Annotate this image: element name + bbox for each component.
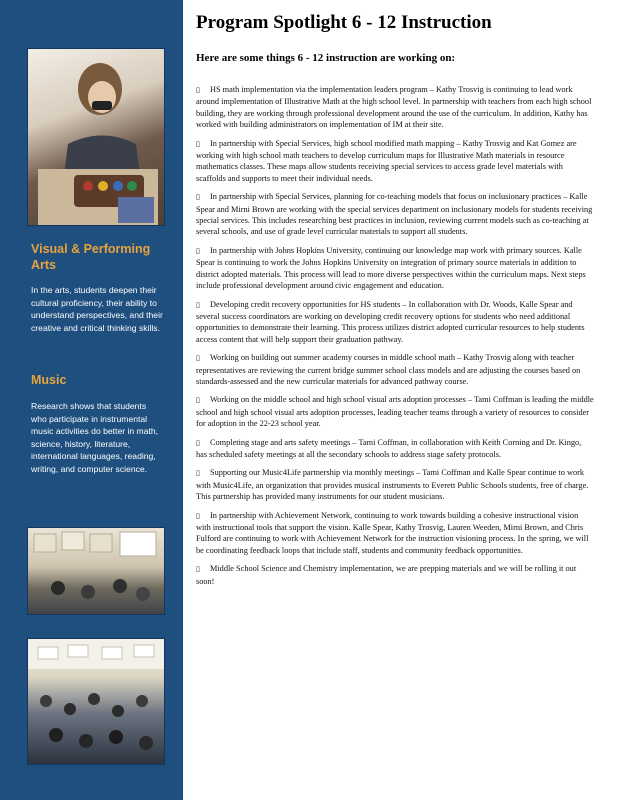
student-painting-photo: [27, 48, 165, 226]
bullet-icon: ▯: [196, 469, 200, 478]
bullet-icon: ▯: [196, 565, 200, 574]
bullet-icon: ▯: [196, 396, 200, 405]
list-item: ▯ In partnership with Special Services, high school modified math mapping – Kathy Trosvig and Kat Gomez are working with high school math teachers to develop curriculum maps for Illustrative Math materials in resource mathematics classes. These maps allow students receiving special services to access grade level materials with scaffolds and supports to meet their individual needs.: [196, 138, 577, 183]
bullet-icon: ▯: [196, 300, 200, 309]
bullet-icon: ▯: [196, 246, 200, 255]
sidebar: [0, 0, 183, 800]
bullet-icon: ▯: [196, 193, 200, 202]
list-item: ▯ Completing stage and arts safety meetings – Tami Coffman, in collaboration with Keith Corning and Dr. Kingo, has scheduled safety meetings at all the secondary schools to address stage safety protocols.: [196, 437, 582, 459]
initiatives-list: [196, 84, 594, 594]
bullet-icon: ▯: [196, 139, 200, 148]
list-item: ▯ In partnership with Special Services, planning for co-teaching models that focus on inclusionary practices – Kalle Spear and Mirni Brown are working with the special services department on inclusionary models for students receiving special services. This includes researching best practices in inclusion, reviewing current models such as co-teaching at several schools, and use of grade level curricular materials to support all students.: [196, 192, 593, 237]
bullet-icon: ▯: [196, 438, 200, 447]
page-title: Program Spotlight 6 - 12 Instruction: [196, 12, 492, 33]
list-item: ▯ Supporting our Music4Life partnership via monthly meetings – Tami Coffman and Kalle Spear continue to work with Music4Life, an organization that provides musical instruments to Everett Public Schools students, free of charge. This partnership has provided many instruments for our student musicians.: [196, 468, 589, 502]
bullet-icon: ▯: [196, 86, 200, 94]
music-description: Research shows that students who participate in instrumental music activities do better in math, science, history, literature, international languages, reading, writing, and computer science.: [31, 401, 159, 474]
music-orchestra-photo: [27, 638, 165, 765]
art-classroom-photo: [27, 527, 165, 615]
visual-arts-description: In the arts, students deepen their cultural proficiency, their ability to understand perspectives, and their creative and critical thinking skills.: [31, 285, 163, 333]
art-classroom-illustration: [28, 528, 164, 614]
student-painting-illustration: [28, 49, 164, 225]
list-item: ▯ Working on building out summer academy courses in middle school math – Kathy Trosvig along with teacher representatives are reviewing the current bridge summer school class models and are adjusting the courses based on standards-assessed and the new curricular materials for advanced pathway course.: [196, 353, 581, 386]
bullet-icon: ▯: [196, 511, 200, 520]
bullet-icon: ▯: [196, 354, 200, 363]
list-item: ▯ HS math implementation via the implementation leaders program – Kathy Trosvig is continuing to lead work around implementation of Illustrative Math at the high school level. In partnership with teachers from each high school building, they are working through professional development around the use of the curriculum. In addition, Kathy has worked with building administrators on implementation of IM at their site.: [196, 85, 592, 130]
music-orchestra-illustration: [28, 639, 164, 764]
list-item: ▯ Middle School Science and Chemistry implementation, we are prepping materials and we will be rolling it out soon!: [196, 564, 577, 586]
page-subtitle: Here are some things 6 - 12 instruction are working on:: [196, 52, 456, 64]
list-item: ▯ Developing credit recovery opportunities for HS students – In collaboration with Dr. Woods, Kalle Spear and several success coordinators are working on developing credit recovery options for students who need additional opportunities to demonstrate their learning. This process utilizes district adopted curricular resources to help students access content that will help support their graduation pathway.: [196, 299, 585, 344]
list-item: ▯ Working on the middle school and high school visual arts adoption processes – Tami Coffman is leading the middle school and high school visual arts adoption processes, leading teacher teams through a variety of resources to consider for adoption in the 22-23 school year.: [196, 395, 594, 429]
list-item: ▯ In partnership with Johns Hopkins University, continuing our knowledge map work with primary sources. Kalle Spear is continuing to work the Johns Hopkins University on integration of primary source materials in addition to district adopted materials. This process will lead to more diverse perspectives within the curriculum maps. Next steps include professional development around civic engagement and education.: [196, 245, 586, 291]
visual-performing-arts-heading: Visual & Performing Arts: [31, 242, 151, 272]
music-heading: Music: [31, 373, 67, 387]
list-item: ▯ In partnership with Achievement Network, continuing to work towards building a cohesive instructional vision with instructional tools that support the vision. Kalle Spear, Kathy Trosvig, Lauren Weeden, Mirni Brown, and Chris Fulford are continuing to work with Achievement Network for the instruction visioning process. In the spring, we will be coordinating feedback loops that include staff, students and community feedback opportunities.: [196, 510, 589, 555]
